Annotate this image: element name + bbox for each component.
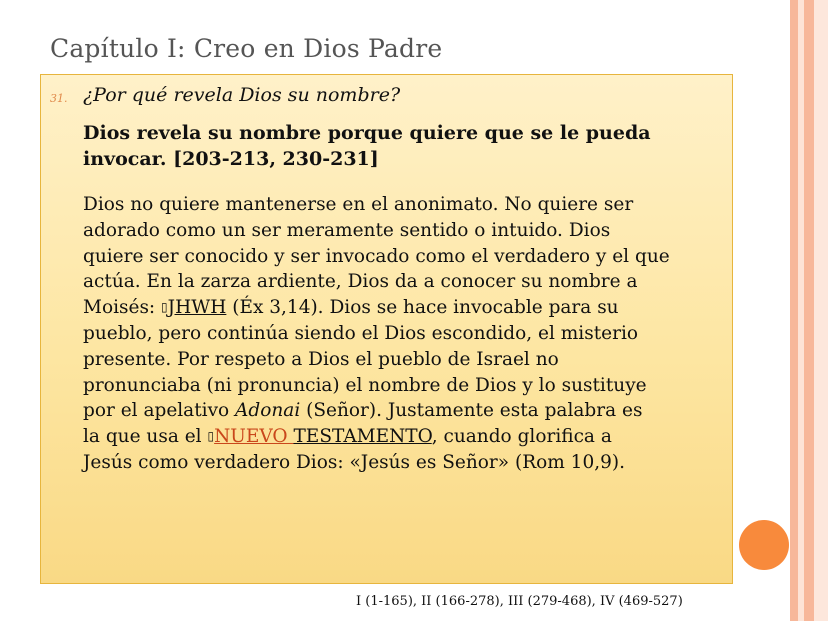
link-symbol-icon: ▯ [207,429,215,444]
body-line [83,424,731,450]
decorative-stripe [790,0,798,621]
testamento-link[interactable]: TESTAMENTO [293,426,432,448]
link-symbol-icon: ▯ [161,300,168,315]
body-text-fragment: Moisés: [83,297,162,319]
slide-title: Capítulo I: Creo en Dios Padre [50,34,443,63]
body-line: adorado como un ser meramente sentido o intuido. Dios [83,219,611,241]
body-line: quiere ser conocido y ser invocado como el verdadero y el que [83,245,670,267]
question-text: ¿Por qué revela Dios su nombre? [83,84,401,106]
decorative-stripe [804,0,814,621]
body-line: pueblo, pero continúa siendo el Dios escondido, el misterio [83,322,638,344]
decorative-stripe [814,0,828,621]
answer-text: Dios revela su nombre porque quiere que se le pueda invocar. [203-213, 230-231] [83,122,651,170]
body-line: presente. Por respeto a Dios el pueblo de Israel no [83,348,559,370]
body-text-fragment: , cuando glorifica a [431,426,612,448]
body-line [83,398,731,424]
body-line: pronunciaba (ni pronuncia) el nombre de Dios y lo sustituye [83,374,647,396]
body-text-fragment: (Éx 3,14). Dios se hace invocable para su [226,297,619,319]
body-line: Dios no quiere mantenerse en el anonimato. No quiere ser [83,194,634,215]
body-text-fragment: (Señor). Justamente esta palabra es [300,400,643,422]
body-text-fragment: por el apelativo [83,400,236,422]
question-number: 31. [50,92,68,105]
footer-index: I (1-165), II (166-278), III (279-468), IV (469-527) [356,594,683,609]
nuevo-link[interactable]: NUEVO [214,426,294,448]
body-line: Jesús como verdadero Dios: «Jesús es Señor» (Rom 10,9). [83,451,625,473]
adonai-term: Adonai [235,400,301,422]
jhwh-link[interactable]: JHWH [167,297,227,319]
body-line [83,295,731,321]
body-paragraph [83,192,731,476]
body-text-fragment: la que usa el [83,426,208,448]
body-line: actúa. En la zarza ardiente, Dios da a conocer su nombre a [83,271,638,293]
accent-circle [739,520,789,570]
